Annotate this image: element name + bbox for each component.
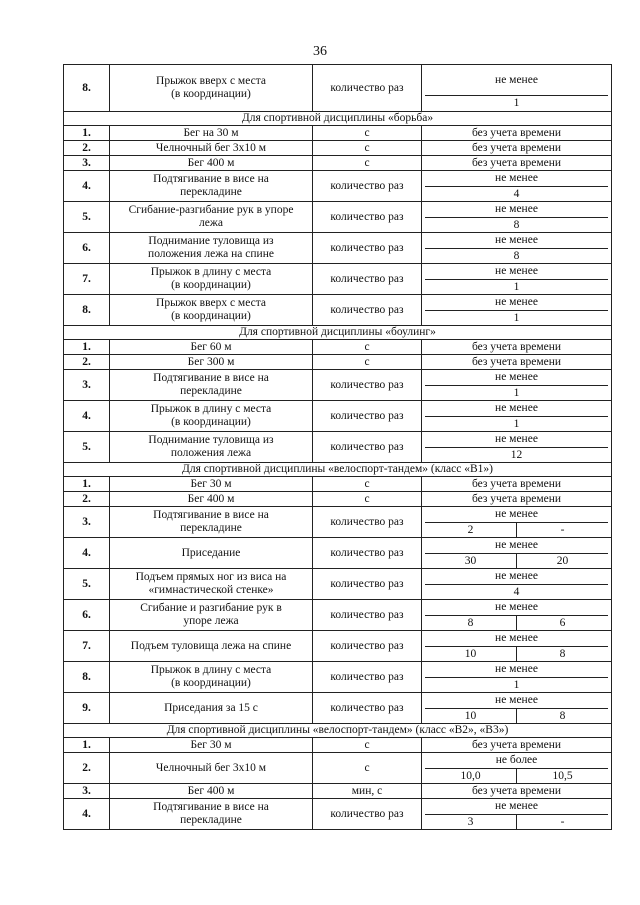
table-row xyxy=(64,799,612,830)
norm-condition: не менее xyxy=(425,600,608,616)
norm-cell xyxy=(422,264,612,295)
section-header-row xyxy=(64,112,612,126)
norm-value: 4 xyxy=(513,188,520,200)
unit-of-measure: с xyxy=(313,477,422,492)
unit-of-measure: количество раз xyxy=(313,631,422,662)
norm-value: 2 xyxy=(467,524,474,536)
table-row xyxy=(64,202,612,233)
unit-of-measure: количество раз xyxy=(313,507,422,538)
norm-value: 1 xyxy=(513,96,520,109)
norm-value: 30 xyxy=(464,555,477,567)
norm-values xyxy=(425,187,608,201)
row-number: 3. xyxy=(64,156,110,171)
table-row xyxy=(64,141,612,156)
norm-values xyxy=(425,554,608,568)
row-number: 2. xyxy=(64,355,110,370)
exercise-name: Прыжок в длину с места (в координации) xyxy=(110,401,313,432)
table-row xyxy=(64,569,612,600)
exercise-name: Подтягивание в висе на перекладине xyxy=(110,370,313,401)
row-number: 4. xyxy=(64,799,110,830)
table-row xyxy=(64,753,612,784)
norm-value: без учета времени xyxy=(422,738,612,753)
table-row xyxy=(64,432,612,463)
norm-value: 10 xyxy=(464,710,477,722)
unit-of-measure: с xyxy=(313,141,422,156)
table-row xyxy=(64,507,612,538)
norm-cell xyxy=(422,202,612,233)
unit-of-measure: мин, с xyxy=(313,784,422,799)
norm-condition: не менее xyxy=(425,799,608,815)
exercise-name: Прыжок в длину с места (в координации) xyxy=(110,662,313,693)
row-number: 1. xyxy=(64,340,110,355)
norm-condition: не более xyxy=(425,753,608,769)
row-number: 9. xyxy=(64,693,110,724)
row-number: 2. xyxy=(64,141,110,156)
exercise-name: Поднимание туловища из положения лежа на спине xyxy=(110,233,313,264)
norm-value: 8 xyxy=(513,250,520,262)
table-row xyxy=(64,600,612,631)
norm-condition: не менее xyxy=(425,370,608,386)
exercise-name: Бег 300 м xyxy=(110,355,313,370)
section-header-row xyxy=(64,724,612,738)
exercise-name: Приседания за 15 с xyxy=(110,693,313,724)
section-title: Для спортивной дисциплины «боулинг» xyxy=(64,326,612,340)
norm-value: 8 xyxy=(516,647,608,661)
unit-of-measure: с xyxy=(313,492,422,507)
table-row xyxy=(64,340,612,355)
row-number: 2. xyxy=(64,492,110,507)
section-title: Для спортивной дисциплины «велоспорт-тандем» (класс «В1») xyxy=(64,463,612,477)
norm-value: 3 xyxy=(467,816,474,828)
table-row xyxy=(64,693,612,724)
norm-value: 12 xyxy=(510,449,523,461)
norm-condition: не менее xyxy=(425,401,608,417)
exercise-name: Подтягивание в висе на перекладине xyxy=(110,171,313,202)
norm-value: без учета времени xyxy=(422,784,612,799)
norm-value: 10 xyxy=(464,648,477,660)
exercise-name: Приседание xyxy=(110,538,313,569)
row-number: 8. xyxy=(64,662,110,693)
norm-values xyxy=(425,417,608,431)
unit-of-measure: количество раз xyxy=(313,600,422,631)
norm-value: 10,0 xyxy=(460,770,481,782)
table-row xyxy=(64,126,612,141)
exercise-name: Бег на 30 м xyxy=(110,126,313,141)
norm-cell xyxy=(422,600,612,631)
table-row xyxy=(64,492,612,507)
norm-value: без учета времени xyxy=(422,141,612,156)
row-number: 8. xyxy=(64,295,110,326)
unit-of-measure: количество раз xyxy=(313,693,422,724)
norm-values xyxy=(425,585,608,599)
norm-value: без учета времени xyxy=(422,492,612,507)
norm-cell xyxy=(422,295,612,326)
table-row xyxy=(64,295,612,326)
unit-of-measure: количество раз xyxy=(313,401,422,432)
norm-values xyxy=(425,616,608,630)
table-row xyxy=(64,784,612,799)
norm-cell xyxy=(422,370,612,401)
norm-value: 6 xyxy=(516,616,608,630)
norm-value: 20 xyxy=(516,554,608,568)
exercise-name: Бег 400 м xyxy=(110,156,313,171)
exercise-name: Бег 400 м xyxy=(110,784,313,799)
norms-table xyxy=(63,64,612,830)
section-header-row xyxy=(64,326,612,340)
norm-values xyxy=(425,311,608,325)
norm-condition: не менее xyxy=(425,66,608,96)
exercise-name: Прыжок вверх с места (в координации) xyxy=(110,295,313,326)
unit-of-measure: с xyxy=(313,156,422,171)
norm-cell xyxy=(422,569,612,600)
table-row xyxy=(64,477,612,492)
table-row xyxy=(64,233,612,264)
norm-cell xyxy=(422,799,612,830)
norm-cell xyxy=(422,171,612,202)
table-row xyxy=(64,401,612,432)
unit-of-measure: с xyxy=(313,355,422,370)
norm-condition: не менее xyxy=(425,631,608,647)
norm-values xyxy=(425,709,608,723)
norm-values xyxy=(425,815,608,829)
norm-value: 1 xyxy=(513,312,520,324)
norm-cell xyxy=(422,631,612,662)
unit-of-measure: с xyxy=(313,753,422,784)
norm-value: 8 xyxy=(516,709,608,723)
norm-value: 8 xyxy=(467,617,474,629)
table-row xyxy=(64,65,612,112)
norm-cell xyxy=(422,538,612,569)
exercise-name: Бег 400 м xyxy=(110,492,313,507)
norm-values xyxy=(425,769,608,783)
norm-cell xyxy=(422,693,612,724)
norm-values xyxy=(425,249,608,263)
norm-value: без учета времени xyxy=(422,126,612,141)
norm-condition: не менее xyxy=(425,171,608,187)
table-row xyxy=(64,662,612,693)
row-number: 4. xyxy=(64,401,110,432)
row-number: 5. xyxy=(64,569,110,600)
norm-values xyxy=(425,448,608,462)
row-number: 3. xyxy=(64,507,110,538)
section-header-row xyxy=(64,463,612,477)
unit-of-measure: количество раз xyxy=(313,799,422,830)
table-row xyxy=(64,631,612,662)
unit-of-measure: количество раз xyxy=(313,202,422,233)
unit-of-measure: количество раз xyxy=(313,538,422,569)
unit-of-measure: количество раз xyxy=(313,662,422,693)
norm-condition: не менее xyxy=(425,233,608,249)
unit-of-measure: количество раз xyxy=(313,264,422,295)
norm-values xyxy=(425,96,608,111)
unit-of-measure: с xyxy=(313,126,422,141)
norm-condition: не менее xyxy=(425,432,608,448)
norm-values xyxy=(425,386,608,400)
table-row xyxy=(64,156,612,171)
norm-cell xyxy=(422,432,612,463)
exercise-name: Челночный бег 3х10 м xyxy=(110,753,313,784)
exercise-name: Поднимание туловища из положения лежа xyxy=(110,432,313,463)
row-number: 7. xyxy=(64,264,110,295)
table-row xyxy=(64,738,612,753)
norm-value: без учета времени xyxy=(422,340,612,355)
norm-value: 1 xyxy=(513,679,520,691)
table-row xyxy=(64,264,612,295)
norm-condition: не менее xyxy=(425,295,608,311)
norm-values xyxy=(425,280,608,294)
row-number: 1. xyxy=(64,477,110,492)
unit-of-measure: количество раз xyxy=(313,295,422,326)
norm-values xyxy=(425,218,608,232)
row-number: 1. xyxy=(64,126,110,141)
norm-values xyxy=(425,647,608,661)
exercise-name: Подтягивание в висе на перекладине xyxy=(110,799,313,830)
norm-cell xyxy=(422,507,612,538)
row-number: 3. xyxy=(64,370,110,401)
exercise-name: Бег 30 м xyxy=(110,477,313,492)
norm-value: - xyxy=(516,523,608,537)
norm-condition: не менее xyxy=(425,264,608,280)
row-number: 5. xyxy=(64,432,110,463)
unit-of-measure: количество раз xyxy=(313,65,422,112)
norm-condition: не менее xyxy=(425,693,608,709)
unit-of-measure: количество раз xyxy=(313,569,422,600)
norm-condition: не менее xyxy=(425,538,608,554)
norm-cell xyxy=(422,65,612,112)
norm-cell xyxy=(422,401,612,432)
table-row xyxy=(64,171,612,202)
unit-of-measure: количество раз xyxy=(313,432,422,463)
row-number: 5. xyxy=(64,202,110,233)
norm-value: без учета времени xyxy=(422,156,612,171)
norm-value: 4 xyxy=(513,586,520,598)
exercise-name: Прыжок в длину с места (в координации) xyxy=(110,264,313,295)
norm-value: 1 xyxy=(513,418,520,430)
row-number: 3. xyxy=(64,784,110,799)
exercise-name: Сгибание-разгибание рук в упоре лежа xyxy=(110,202,313,233)
exercise-name: Прыжок вверх с места (в координации) xyxy=(110,65,313,112)
unit-of-measure: с xyxy=(313,340,422,355)
row-number: 6. xyxy=(64,233,110,264)
norm-values xyxy=(425,678,608,692)
norm-condition: не менее xyxy=(425,202,608,218)
norm-value: без учета времени xyxy=(422,355,612,370)
unit-of-measure: количество раз xyxy=(313,233,422,264)
row-number: 1. xyxy=(64,738,110,753)
norm-condition: не менее xyxy=(425,507,608,523)
row-number: 2. xyxy=(64,753,110,784)
table-row xyxy=(64,370,612,401)
row-number: 6. xyxy=(64,600,110,631)
norm-value: без учета времени xyxy=(422,477,612,492)
exercise-name: Подтягивание в висе на перекладине xyxy=(110,507,313,538)
norms-table-body xyxy=(64,65,612,830)
norm-value: 10,5 xyxy=(516,769,608,783)
table-row xyxy=(64,355,612,370)
table-row xyxy=(64,538,612,569)
exercise-name: Подъем прямых ног из виса на «гимнастической стенке» xyxy=(110,569,313,600)
exercise-name: Бег 30 м xyxy=(110,738,313,753)
norm-value: - xyxy=(516,815,608,829)
section-title: Для спортивной дисциплины «борьба» xyxy=(64,112,612,126)
norm-condition: не менее xyxy=(425,662,608,678)
exercise-name: Сгибание и разгибание рук в упоре лежа xyxy=(110,600,313,631)
exercise-name: Бег 60 м xyxy=(110,340,313,355)
row-number: 7. xyxy=(64,631,110,662)
norm-cell xyxy=(422,753,612,784)
norm-condition: не менее xyxy=(425,569,608,585)
norm-value: 8 xyxy=(513,219,520,231)
norm-value: 1 xyxy=(513,281,520,293)
row-number: 4. xyxy=(64,171,110,202)
exercise-name: Подъем туловища лежа на спине xyxy=(110,631,313,662)
unit-of-measure: количество раз xyxy=(313,370,422,401)
unit-of-measure: количество раз xyxy=(313,171,422,202)
row-number: 8. xyxy=(64,65,110,112)
norm-value: 1 xyxy=(513,387,520,399)
page-number: 36 xyxy=(313,44,327,59)
norm-cell xyxy=(422,233,612,264)
norm-values xyxy=(425,523,608,537)
row-number: 4. xyxy=(64,538,110,569)
section-title: Для спортивной дисциплины «велоспорт-тандем» (класс «В2», «В3») xyxy=(64,724,612,738)
unit-of-measure: с xyxy=(313,738,422,753)
norm-cell xyxy=(422,662,612,693)
exercise-name: Челночный бег 3х10 м xyxy=(110,141,313,156)
